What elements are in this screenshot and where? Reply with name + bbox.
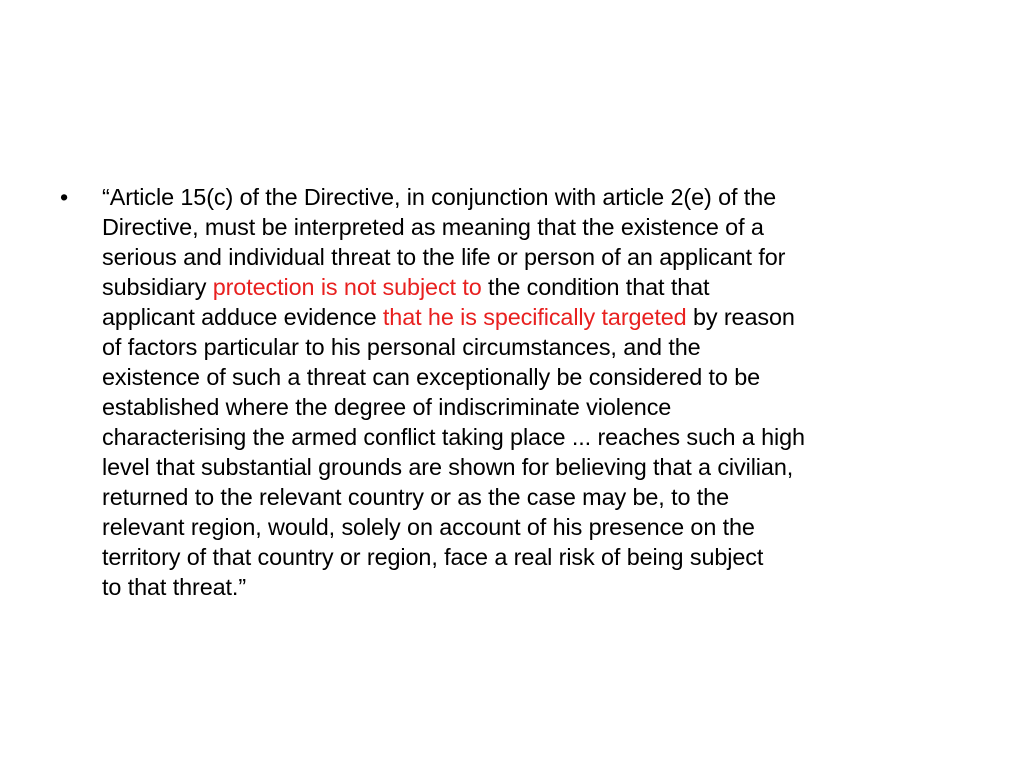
text-run: of factors particular to his personal circumstances, and the bbox=[102, 334, 701, 360]
text-line bbox=[102, 392, 965, 422]
text-run: Directive, must be interpreted as meaning that the existence of a bbox=[102, 214, 764, 240]
text-line bbox=[102, 272, 965, 302]
text-line bbox=[102, 572, 965, 602]
text-run: territory of that country or region, face a real risk of being subject bbox=[102, 544, 764, 570]
quote-text bbox=[102, 182, 965, 602]
text-run: characterising the armed conflict taking place ... reaches such a high bbox=[102, 424, 805, 450]
text-line bbox=[102, 542, 965, 572]
text-line bbox=[102, 212, 965, 242]
text-line bbox=[102, 182, 965, 212]
text-line bbox=[102, 482, 965, 512]
text-run: established where the degree of indiscriminate violence bbox=[102, 394, 672, 420]
text-line bbox=[102, 242, 965, 272]
text-line bbox=[102, 302, 965, 332]
text-line bbox=[102, 362, 965, 392]
text-line bbox=[102, 422, 965, 452]
text-run: to that threat.” bbox=[102, 574, 247, 600]
text-run: level that substantial grounds are shown for believing that a civilian, bbox=[102, 454, 794, 480]
text-run: returned to the relevant country or as the case may be, to the bbox=[102, 484, 730, 510]
text-run: existence of such a threat can exceptionally be considered to be bbox=[102, 364, 761, 390]
slide-body bbox=[60, 182, 965, 602]
text-run: “Article 15(c) of the Directive, in conjunction with article 2(e) of the bbox=[102, 184, 777, 210]
bullet-icon: • bbox=[60, 184, 69, 210]
highlighted-phrase: that he is specifically targeted bbox=[382, 304, 687, 330]
text-run: by reason bbox=[686, 304, 795, 330]
text-line bbox=[102, 332, 965, 362]
text-run: applicant adduce evidence bbox=[102, 304, 383, 330]
text-run: subsidiary bbox=[102, 274, 213, 300]
text-run: serious and individual threat to the life or person of an applicant for bbox=[102, 244, 786, 270]
text-line bbox=[102, 452, 965, 482]
text-line bbox=[102, 512, 965, 542]
quote-bullet-item bbox=[60, 182, 965, 602]
text-run: relevant region, would, solely on account of his presence on the bbox=[102, 514, 755, 540]
text-run: the condition that that bbox=[481, 274, 710, 300]
highlighted-phrase: protection is not subject to bbox=[212, 274, 482, 300]
